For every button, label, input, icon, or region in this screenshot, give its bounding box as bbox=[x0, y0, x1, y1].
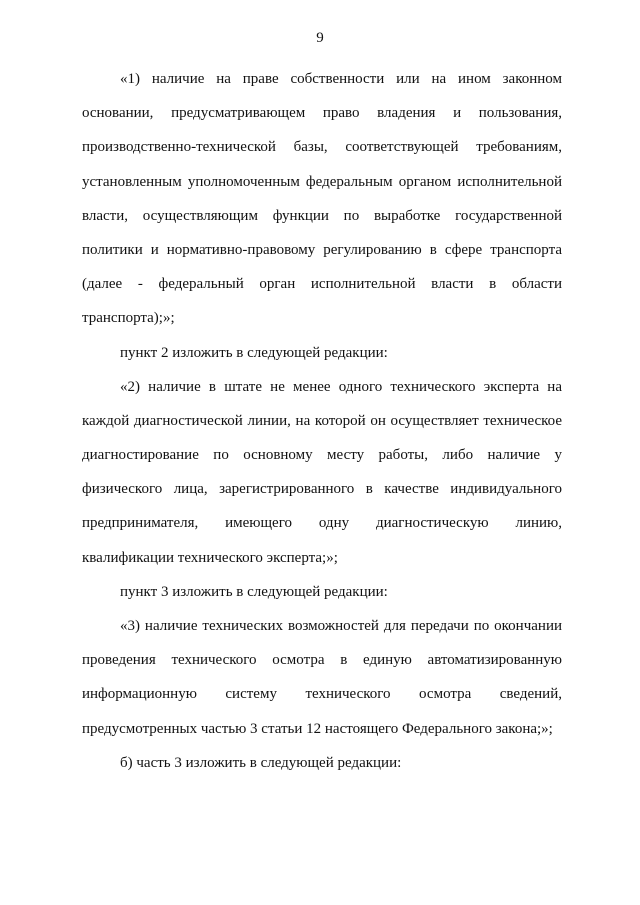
paragraph-line: предусмотренных частью 3 статьи 12 настоящего Федерального закона;»; bbox=[82, 720, 553, 737]
paragraph-line: власти, осуществляющим функции по выработке государственной bbox=[82, 207, 562, 224]
paragraph-line: установленным уполномоченным федеральным органом исполнительной bbox=[82, 173, 562, 190]
document-body bbox=[82, 62, 562, 780]
paragraph-line: «3) наличие технических возможностей для передачи по окончании bbox=[120, 618, 562, 634]
paragraph-line: б) часть 3 изложить в следующей редакции: bbox=[120, 754, 402, 771]
paragraph-line: транспорта);»; bbox=[82, 310, 175, 327]
paragraph-item-1-ownership bbox=[82, 62, 562, 336]
paragraph-line: «1) наличие на праве собственности или на ином законном bbox=[120, 71, 562, 87]
paragraph-item-2-expert bbox=[82, 370, 562, 575]
paragraph-line: проведения технического осмотра в единую автоматизированную bbox=[82, 652, 562, 669]
paragraph-line: «2) наличие в штате не менее одного технического эксперта на bbox=[120, 378, 562, 395]
paragraph-instruction-part-3 bbox=[82, 746, 562, 780]
paragraph-line: основании, предусматривающем право владения и пользования, bbox=[82, 105, 562, 122]
paragraph-line: информационную систему технического осмотра сведений, bbox=[82, 686, 562, 703]
paragraph-line: производственно-технической базы, соответствующей требованиям, bbox=[82, 139, 562, 156]
paragraph-line: предпринимателя, имеющего одну диагностическую линию, bbox=[82, 515, 562, 532]
paragraph-instruction-point-2 bbox=[82, 336, 562, 370]
paragraph-line: политики и нормативно-правовому регулированию в сфере транспорта bbox=[82, 241, 562, 258]
paragraph-line: (далее - федеральный орган исполнительной власти в области bbox=[82, 276, 562, 293]
paragraph-line: квалификации технического эксперта;»; bbox=[82, 549, 338, 566]
paragraph-line: пункт 2 изложить в следующей редакции: bbox=[120, 344, 388, 361]
page-number: 9 bbox=[316, 30, 324, 46]
paragraph-line: каждой диагностической линии, на которой он осуществляет техническое bbox=[82, 412, 562, 429]
paragraph-line: пункт 3 изложить в следующей редакции: bbox=[120, 583, 388, 600]
paragraph-instruction-point-3 bbox=[82, 575, 562, 609]
paragraph-line: физического лица, зарегистрированного в качестве индивидуального bbox=[82, 481, 562, 498]
paragraph-line: диагностирование по основному месту работы, либо наличие у bbox=[82, 447, 562, 464]
paragraph-item-3-technical bbox=[82, 609, 562, 746]
